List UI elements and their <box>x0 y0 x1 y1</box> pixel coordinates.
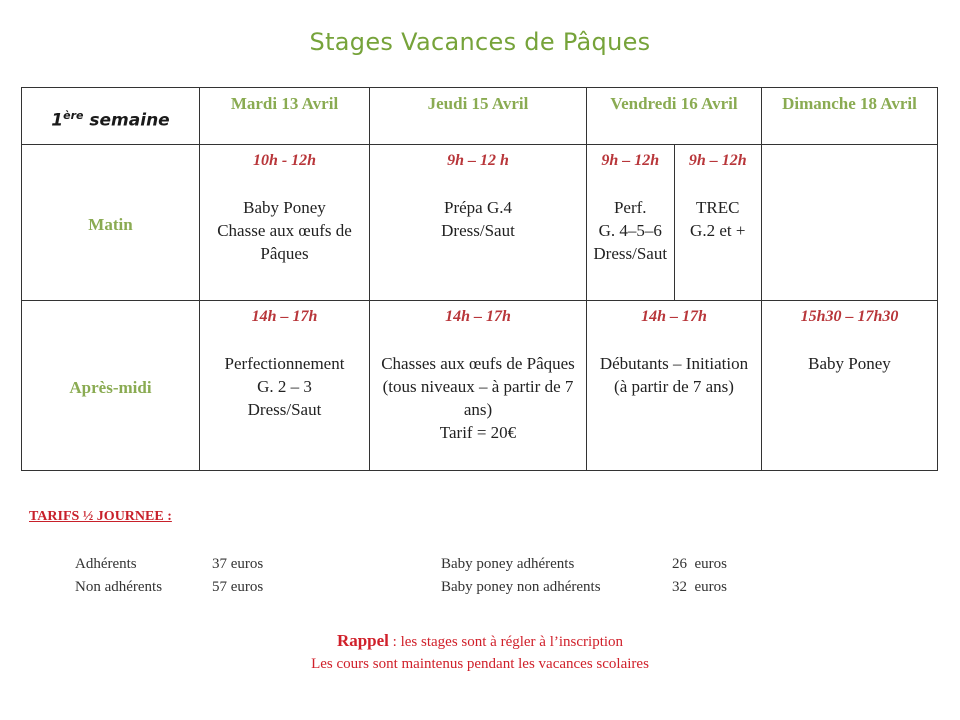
schedule-table <box>21 87 938 471</box>
row-label-afternoon: Après-midi <box>22 301 200 471</box>
activity-line: (tous niveaux – à partir de 7 ans) <box>382 377 574 419</box>
activity-line: TREC <box>696 198 740 217</box>
header-dimanche: Dimanche 18 Avril <box>762 88 938 145</box>
rappel-bold: Rappel <box>336 631 389 650</box>
cell-vendredi-morning-perf <box>587 145 674 300</box>
time-label: 14h – 17h <box>445 308 511 325</box>
time-label: 15h30 – 17h30 <box>800 308 899 325</box>
tarif-label: Baby poney adhérents <box>441 556 575 572</box>
morning-row <box>22 145 938 301</box>
time-label: 9h – 12 h <box>447 152 509 169</box>
activity-line: (à partir de 7 ans) <box>614 377 734 396</box>
afternoon-row <box>22 301 938 471</box>
tarif-price: 26 euros <box>672 556 727 572</box>
tarif-price: 32 euros <box>672 579 727 595</box>
activity-line: Prépa G.4 <box>444 198 512 217</box>
header-vendredi: Vendredi 16 Avril <box>587 88 762 145</box>
tarif-price: 37 euros <box>212 556 264 572</box>
time-label: 14h – 17h <box>641 308 707 325</box>
time-label: 9h – 12h <box>688 152 747 169</box>
cell-mardi-morning <box>200 145 370 301</box>
time-label: 10h - 12h <box>252 152 317 169</box>
time-label: 9h – 12h <box>601 152 660 169</box>
cell-vendredi-afternoon <box>587 301 762 471</box>
header-jeudi: Jeudi 15 Avril <box>370 88 587 145</box>
cell-dimanche-morning <box>762 145 938 301</box>
cell-vendredi-morning <box>587 145 762 301</box>
activity-line: G. 2 – 3 <box>257 377 312 396</box>
cell-jeudi-morning <box>370 145 587 301</box>
activity-line: Dress/Saut <box>593 244 668 263</box>
row-label-morning: Matin <box>22 145 200 301</box>
header-row <box>22 88 938 145</box>
rappel-line-2: Les cours sont maintenus pendant les vacances scolaires <box>311 656 649 672</box>
tarif-label: Adhérents <box>75 556 137 572</box>
header-mardi: Mardi 13 Avril <box>200 88 370 145</box>
activity-line: G. 4–5–6 <box>598 221 662 240</box>
tarif-label: Baby poney non adhérents <box>441 579 601 595</box>
tarif-label: Non adhérents <box>75 579 163 595</box>
activity-line: Chasse aux œufs de Pâques <box>217 221 352 263</box>
activity-line: Dress/Saut <box>247 400 322 419</box>
activity-line: Baby Poney <box>243 198 326 217</box>
week-label: 1ère semaine <box>22 88 200 145</box>
cell-vendredi-morning-trec <box>674 145 761 300</box>
activity-line: Perfectionnement <box>224 354 345 373</box>
page-title: Stages Vacances de Pâques <box>309 28 651 56</box>
tarif-price: 57 euros <box>212 579 264 595</box>
cell-jeudi-afternoon <box>370 301 587 471</box>
rappel-line-1 <box>0 631 960 651</box>
activity-line: Dress/Saut <box>441 221 515 240</box>
rappel-text: : les stages sont à régler à l’inscription <box>388 634 624 650</box>
activity-line: Baby Poney <box>808 354 891 373</box>
activity-line: Perf. <box>613 198 647 217</box>
activity-line: Chasses aux œufs de Pâques <box>381 354 575 373</box>
activity-line: Tarif = 20€ <box>439 423 517 442</box>
activity-line: Débutants – Initiation <box>599 354 749 373</box>
cell-dimanche-afternoon <box>762 301 938 471</box>
time-label: 14h – 17h <box>251 308 318 325</box>
cell-mardi-afternoon <box>200 301 370 471</box>
tarifs-title: TARIFS ½ JOURNEE : <box>29 509 172 524</box>
activity-line: G.2 et + <box>690 221 746 240</box>
